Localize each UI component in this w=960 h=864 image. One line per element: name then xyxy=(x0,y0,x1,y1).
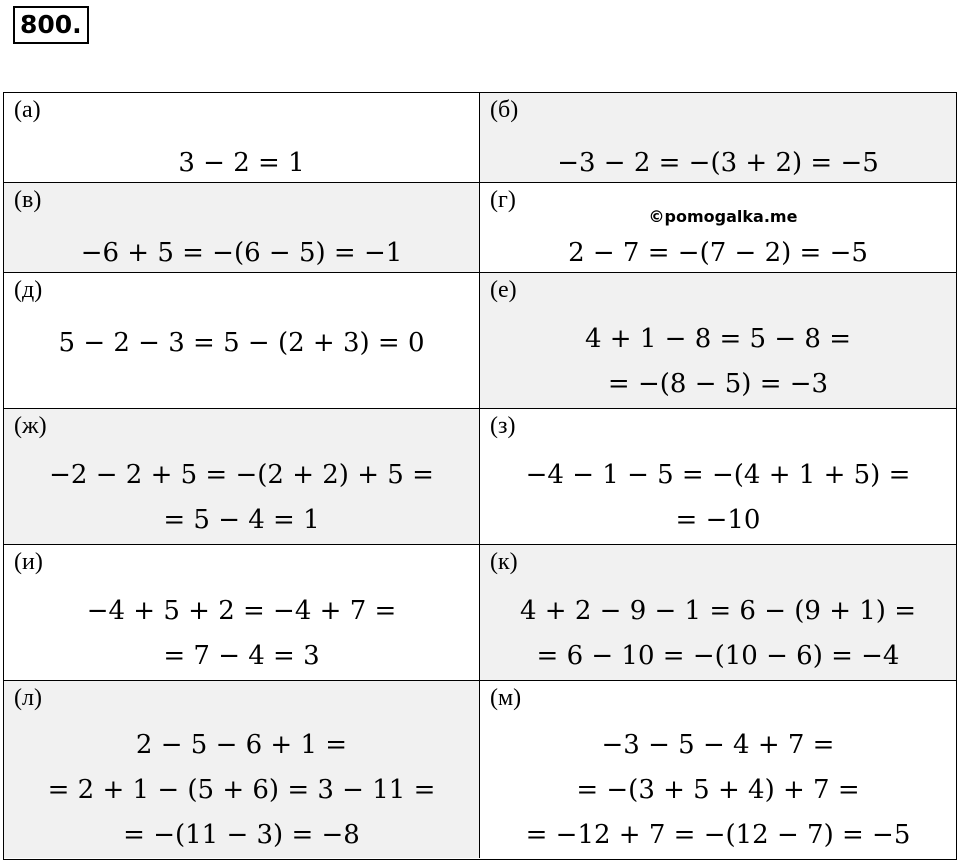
cell-equations xyxy=(4,589,479,679)
cell-l xyxy=(4,681,480,858)
task-number: 800. xyxy=(13,6,89,44)
cell-label: (е) xyxy=(490,277,517,303)
cell-label: (а) xyxy=(14,97,41,123)
equation-line: −2 − 2 + 5 = −(2 + 2) + 5 = xyxy=(49,460,434,490)
cell-a xyxy=(4,93,480,183)
cell-equations xyxy=(480,141,956,186)
cell-g xyxy=(480,183,956,273)
equation-line: −4 + 5 + 2 = −4 + 7 = xyxy=(86,596,397,626)
cell-label: (д) xyxy=(14,277,43,303)
cell-m xyxy=(480,681,956,858)
equation-line: 4 + 1 − 8 = 5 − 8 = xyxy=(584,324,852,354)
cell-b xyxy=(480,93,956,183)
cell-zh xyxy=(4,409,480,545)
equation-line: = −10 xyxy=(675,505,761,535)
cell-z xyxy=(480,409,956,545)
cell-equations xyxy=(4,723,479,858)
cell-equations xyxy=(480,453,956,543)
cell-label: (м) xyxy=(490,685,522,711)
cell-label: (з) xyxy=(490,413,516,439)
equation-line: = −(3 + 5 + 4) + 7 = xyxy=(576,775,860,805)
equation-line: = 5 − 4 = 1 xyxy=(163,505,320,535)
cell-label: (б) xyxy=(490,97,519,123)
cell-label: (ж) xyxy=(14,413,47,439)
equation-line: = −12 + 7 = −(12 − 7) = −5 xyxy=(525,820,911,850)
cell-v xyxy=(4,183,480,273)
equation-line: 2 − 5 − 6 + 1 = xyxy=(135,730,348,760)
equation-line: = −(11 − 3) = −8 xyxy=(123,820,360,850)
cell-k xyxy=(480,545,956,681)
cell-e xyxy=(480,273,956,409)
cell-equations xyxy=(4,231,479,276)
equation-line: 2 − 7 = −(7 − 2) = −5 xyxy=(568,238,868,268)
cell-equations xyxy=(480,317,956,407)
equation-line: = −(8 − 5) = −3 xyxy=(607,369,829,399)
cell-label: (л) xyxy=(14,685,42,711)
equation-line: = 6 − 10 = −(10 − 6) = −4 xyxy=(536,641,900,671)
equation-line: = 7 − 4 = 3 xyxy=(163,641,320,671)
cell-i xyxy=(4,545,480,681)
equation-line: = 2 + 1 − (5 + 6) = 3 − 11 = xyxy=(47,775,436,805)
cell-equations xyxy=(4,141,479,186)
cell-equations xyxy=(4,321,479,366)
solutions-table xyxy=(3,92,957,860)
cell-label: (к) xyxy=(490,549,518,575)
cell-equations xyxy=(480,231,956,276)
equation-line: −3 − 2 = −(3 + 2) = −5 xyxy=(557,148,879,178)
equation-line: −3 − 5 − 4 + 7 = xyxy=(601,730,835,760)
cell-label: (в) xyxy=(14,187,42,213)
cell-equations xyxy=(4,453,479,543)
cell-d xyxy=(4,273,480,409)
equation-line: 4 + 2 − 9 − 1 = 6 − (9 + 1) = xyxy=(519,596,917,626)
equation-line: 3 − 2 = 1 xyxy=(178,148,305,178)
equation-line: −6 + 5 = −(6 − 5) = −1 xyxy=(80,238,403,268)
cell-equations xyxy=(480,589,956,679)
cell-equations xyxy=(480,723,956,858)
equation-line: 5 − 2 − 3 = 5 − (2 + 3) = 0 xyxy=(58,328,425,358)
cell-label: (г) xyxy=(490,187,516,213)
watermark: ©pomogalka.me xyxy=(648,207,798,226)
equation-line: −4 − 1 − 5 = −(4 + 1 + 5) = xyxy=(525,460,911,490)
cell-label: (и) xyxy=(14,549,43,575)
